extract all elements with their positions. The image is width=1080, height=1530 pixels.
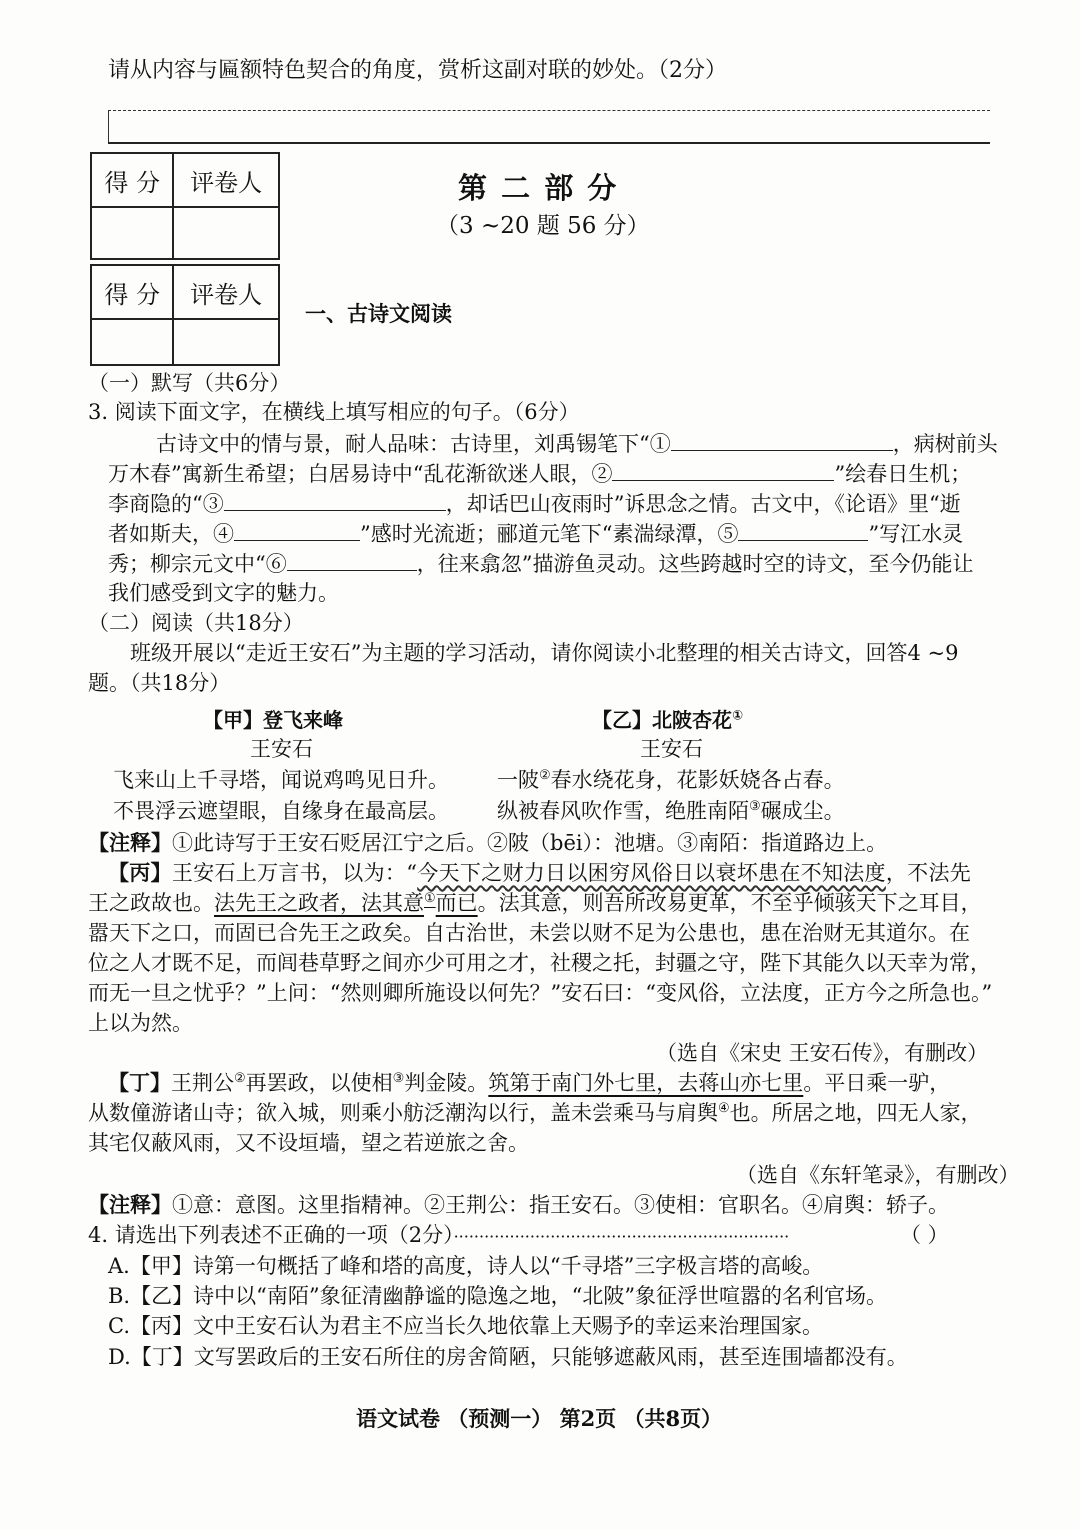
q3-line xyxy=(108,518,963,549)
poem-b-title xyxy=(592,704,743,733)
score-table xyxy=(90,264,280,366)
poem-a-title: 【甲】登飞来峰 xyxy=(203,708,343,732)
blank-3[interactable] xyxy=(224,488,446,511)
score-cell[interactable] xyxy=(91,319,173,365)
q3-line xyxy=(108,488,961,519)
poem-b-title-text: 【乙】北陂杏花 xyxy=(592,708,732,732)
blank-1[interactable] xyxy=(671,428,893,451)
intro-text: 题。（共18分） xyxy=(88,671,231,695)
poem-a-author: 王安石 xyxy=(250,737,313,761)
bing-line xyxy=(108,858,971,888)
q3-line: 我们感受到文字的魅力。 xyxy=(108,581,339,605)
poem-b-line xyxy=(497,796,845,826)
grader-label: 评卷人 xyxy=(173,265,279,319)
blank-6[interactable] xyxy=(287,548,417,571)
note-mark: ② xyxy=(234,1071,246,1086)
question-3-stem: 3. 阅读下面文字，在横线上填写相应的句子。（6分） xyxy=(88,400,580,424)
q4-stem-text: 4. 请选出下列表述不正确的一项（2分） xyxy=(88,1223,454,1247)
sub-heading: （二）阅读（共18分） xyxy=(88,611,304,635)
q3-text: ，病树前头 xyxy=(892,432,998,456)
q3-text: 者如斯夫，④ xyxy=(108,522,234,546)
q3-text: ，往来翕忽”描游鱼灵动。这些跨越时空的诗文，至今仍能让 xyxy=(416,552,974,576)
bing-line: 上以为然。 xyxy=(88,1011,193,1035)
q3-text: ”感时光流逝；郦道元笔下“素湍绿潭，⑤ xyxy=(360,522,739,546)
note-mark: ② xyxy=(539,768,551,783)
poem-text: 纵被春风吹作雪，绝胜南陌 xyxy=(497,799,749,823)
option-d[interactable]: D.【丁】文写罢政后的王安石所住的房舍简陋，只能够遮蔽风雨，甚至连围墙都没有。 xyxy=(108,1345,908,1369)
ding-line xyxy=(88,1098,982,1128)
note-mark: ③ xyxy=(392,1071,405,1086)
answer-paren[interactable]: （ ） xyxy=(900,1223,949,1247)
q3-text: 李商隐的“③ xyxy=(108,492,224,516)
ding-line: 其宅仅蔽风雨，又不设垣墙，望之若逆旅之舍。 xyxy=(88,1131,529,1155)
passage-label: 【丙】 xyxy=(108,861,172,885)
poem-a-line: 不畏浮云遮望眼，自缘身在最高层。 xyxy=(113,799,449,823)
note-label: 【注释】 xyxy=(88,1193,172,1217)
sub-heading: （一）默写（共6分） xyxy=(88,371,291,395)
option-b[interactable]: B.【乙】诗中以“南陌”象征清幽静谧的隐逸之地，“北陂”象征浮世喧嚣的名利官场。 xyxy=(108,1284,888,1308)
note-block xyxy=(88,1190,949,1220)
note-mark: ① xyxy=(424,891,436,906)
underlined-text: 而已 xyxy=(435,891,478,915)
passage-text: 王安石上万言书，以为：“ xyxy=(171,861,418,885)
part-title: 第 二 部 分 xyxy=(458,171,619,205)
leader-dots: ·································································· xyxy=(453,1227,790,1246)
passage-label: 【丁】 xyxy=(108,1071,171,1095)
note-label: 【注释】 xyxy=(88,831,172,855)
source-citation: （选自《宋史 王安石传》，有删改） xyxy=(656,1041,989,1065)
grader-label: 评卷人 xyxy=(173,153,279,207)
underlined-text: 筑第于南门外七里，去蒋山亦七里 xyxy=(488,1071,804,1095)
passage-text: 从数僮游诸山寺；欲入城，则乘小舫泛潮沟以行，盖未尝乘马与肩舆 xyxy=(88,1101,718,1125)
part-subtitle: （3 ~20 题 56 分） xyxy=(436,213,650,239)
source-citation: （选自《东轩笔录》，有删改） xyxy=(736,1163,1020,1187)
score-table xyxy=(90,152,280,260)
note-mark: ① xyxy=(732,708,744,724)
q3-text: ，却话巴山夜雨时”诉思念之情。古文中，《论语》里“逝 xyxy=(445,492,961,516)
wavy-underlined-text: 今天下之财力日以困穷风俗日以衰坏患在不知法度 xyxy=(417,861,886,885)
q3-line xyxy=(108,458,971,489)
note-mark: ④ xyxy=(718,1101,730,1116)
q3-line xyxy=(156,428,998,459)
intro-text: 班级开展以“走近王安石”为主题的学习活动，请你阅读小北整理的相关古诗文，回答4 ~9 xyxy=(130,641,959,665)
passage-text: 也。所居之地，四无人家， xyxy=(729,1101,982,1125)
note-text: ①此诗写于王安石贬居江宁之后。②陂（bēi）：池塘。③南陌：指道路边上。 xyxy=(172,831,888,855)
score-label: 得 分 xyxy=(91,265,173,319)
page-footer: 语文试卷 （预测一） 第2页 （共8页） xyxy=(356,1406,723,1431)
note-mark: ③ xyxy=(749,799,761,814)
note-block xyxy=(88,828,887,858)
poem-text: 一陂 xyxy=(497,768,539,792)
grader-cell[interactable] xyxy=(173,319,279,365)
ding-line xyxy=(108,1068,950,1098)
note-text: ①意：意图。这里指精神。②王荆公：指王安石。③使相：官职名。④肩舆：轿子。 xyxy=(172,1193,949,1217)
q3-text: 古诗文中的情与景，耐人品味：古诗里，刘禹锡笔下“① xyxy=(156,432,671,456)
answer-line xyxy=(108,110,990,111)
bing-line: 位之人才既不足，而闾巷草野之间亦少可用之才，社稷之托，封疆之守，陛下其能久以天幸为常， xyxy=(88,951,991,975)
grader-cell[interactable] xyxy=(173,207,279,259)
bing-line: 嚣天下之口，而固已合先王之政矣。自古治世，未尝以财不足为公患也，患在治财无其道尔。在 xyxy=(88,921,970,945)
poem-text: 春水绕花身，花影妖娆各占春。 xyxy=(550,768,845,792)
poem-a-line: 飞来山上千寻塔，闻说鸡鸣见日升。 xyxy=(113,768,449,792)
margin-rule xyxy=(108,110,109,142)
poem-b-author: 王安石 xyxy=(640,737,703,761)
underlined-text: 法先王之政者，法其意 xyxy=(214,891,424,915)
passage-text: 判金陵。 xyxy=(404,1071,489,1095)
score-cell[interactable] xyxy=(91,207,173,259)
q3-text: 秀；柳宗元文中“⑥ xyxy=(108,552,287,576)
score-label: 得 分 xyxy=(91,153,173,207)
bing-line xyxy=(88,888,982,918)
passage-text: ，不法先 xyxy=(885,861,972,885)
q3-text: ”绘春日生机； xyxy=(834,462,972,486)
q3-text: ”写江水灵 xyxy=(868,522,964,546)
bing-line: 而无一旦之忧乎？”上问：“然则卿所施设以何先？”安石曰：“变风俗，立法度，正方今之所急也。” xyxy=(88,981,993,1005)
poem-text: 碾成尘。 xyxy=(760,799,845,823)
passage-text: 王荆公 xyxy=(171,1071,234,1095)
section-heading: 一、古诗文阅读 xyxy=(305,302,452,326)
top-question: 请从内容与匾额特色契合的角度，赏析这副对联的妙处。（2分） xyxy=(108,58,727,83)
passage-text: 王之政故也。 xyxy=(88,891,214,915)
answer-line xyxy=(108,142,990,144)
passage-text: 。平日乘一驴， xyxy=(803,1071,951,1095)
blank-2[interactable] xyxy=(612,458,834,481)
blank-5[interactable] xyxy=(738,518,868,541)
passage-text: 再罢政，以使相 xyxy=(245,1071,393,1095)
option-c[interactable]: C.【丙】文中王安石认为君主不应当长久地依靠上天赐予的幸运来治理国家。 xyxy=(108,1314,823,1338)
q3-line xyxy=(108,548,973,579)
blank-4[interactable] xyxy=(234,518,360,541)
poem-b-line xyxy=(497,765,845,795)
passage-text: 。法其意，则吾所改易更革，不至乎倾骇天下之耳目， xyxy=(477,891,982,915)
option-a[interactable]: A.【甲】诗第一句概括了峰和塔的高度，诗人以“千寻塔”三字极言塔的高峻。 xyxy=(108,1254,824,1278)
question-4-stem xyxy=(88,1220,789,1252)
q3-text: 万木春”寓新生希望；白居易诗中“乱花渐欲迷人眼，② xyxy=(108,462,613,486)
